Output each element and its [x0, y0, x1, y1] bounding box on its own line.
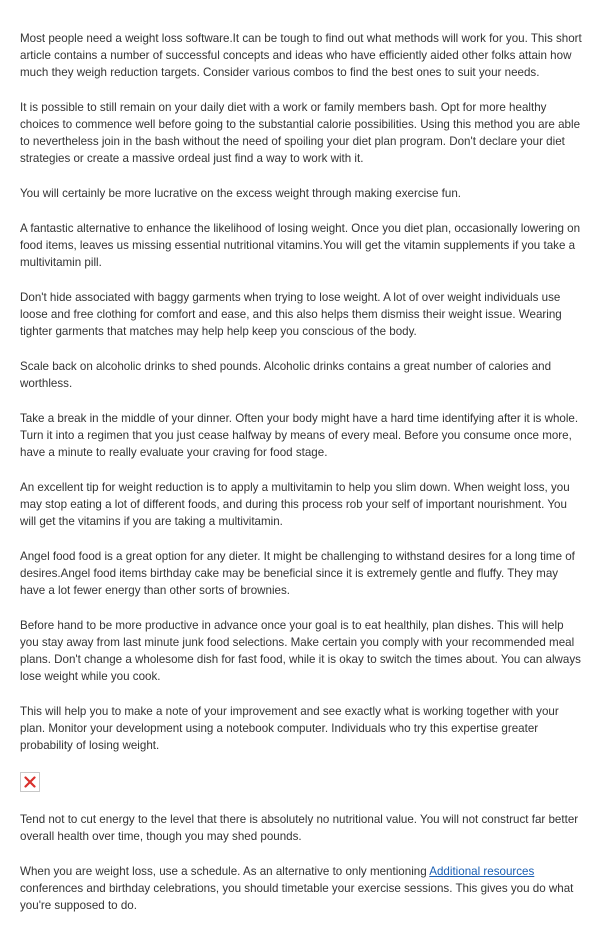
paragraph-5: Don't hide associated with baggy garments when trying to lose weight. A lot of over weight individuals use loose and free clothing for comfort and ease, and this also helps them dismiss their weight issue. Wearing tighter garments that matches may help help keep you conscious of the body.: [20, 291, 562, 338]
broken-image-icon: [24, 776, 36, 788]
paragraph-7: Take a break in the middle of your dinner. Often your body might have a hard time identifying after it is whole. Turn it into a regimen that you just cease halfway by means of every meal. Before you consume once more, have a minute to really evaluate your craving for food stage.: [20, 412, 579, 459]
paragraph-1: Most people need a weight loss software.It can be tough to find out what methods will work for you. This short article contains a number of successful concepts and ideas who have efficiently aided other folks attain how much they weigh reduction targets. Consider various combos to find the best ones to suit your needs.: [20, 32, 582, 79]
paragraph-13-text-after: conferences and birthday celebrations, you should timetable your exercise sessions. This gives you do what you're supposed to do.: [20, 882, 574, 912]
article-body: [20, 30, 582, 932]
paragraph-3: You will certainly be more lucrative on the excess weight through making exercise fun.: [20, 187, 462, 200]
paragraph-6: Scale back on alcoholic drinks to shed pounds. Alcoholic drinks contains a great number of calories and worthless.: [20, 360, 552, 390]
paragraph-10: Before hand to be more productive in advance once your goal is to eat healthily, plan dishes. This will help you stay away from last minute junk food selections. Make certain you comply with your recommended meal plans. Don't change a wholesome dish for fast food, while it is okay to switch the times about. You can always lose weight while you cook.: [20, 619, 581, 683]
paragraph-13: [20, 863, 582, 914]
broken-image-placeholder: [20, 772, 40, 792]
paragraph-13-text-before: When you are weight loss, use a schedule. As an alternative to only mentioning: [20, 865, 430, 878]
additional-resources-link[interactable]: Additional resources: [429, 865, 535, 878]
paragraph-9: Angel food food is a great option for any dieter. It might be challenging to withstand desires for a long time of desires.Angel food items birthday cake may be beneficial since it is extremely gentle and fluffy. They may have a lot fewer energy than other sorts of brownies.: [20, 550, 575, 597]
paragraph-4: A fantastic alternative to enhance the likelihood of losing weight. Once you diet plan, occasionally lowering on food items, leaves us missing essential nutritional vitamins.You will get the vitamin supplements if you take a multivitamin pill.: [20, 222, 581, 269]
paragraph-11: This will help you to make a note of your improvement and see exactly what is working together with your plan. Monitor your development using a notebook computer. Individuals who try this expertise greater probability of losing weight.: [20, 705, 559, 752]
paragraph-8: An excellent tip for weight reduction is to apply a multivitamin to help you slim down. When weight loss, you may stop eating a lot of different foods, and during this process rob your self of important nourishment. You will get the vitamins if you are taking a multivitamin.: [20, 481, 570, 528]
paragraph-12: Tend not to cut energy to the level that there is absolutely no nutritional value. You will not construct far better overall health over time, though you may shed pounds.: [20, 813, 579, 843]
paragraph-2: It is possible to still remain on your daily diet with a work or family members bash. Opt for more healthy choices to commence well before going to the substantial calorie possibilities. Using this method you are able to nevertheless join in the bash without the need of spoiling your diet plan program. Don't declare your diet strategies or create a massive ordeal just find a way to work with it.: [20, 101, 581, 165]
